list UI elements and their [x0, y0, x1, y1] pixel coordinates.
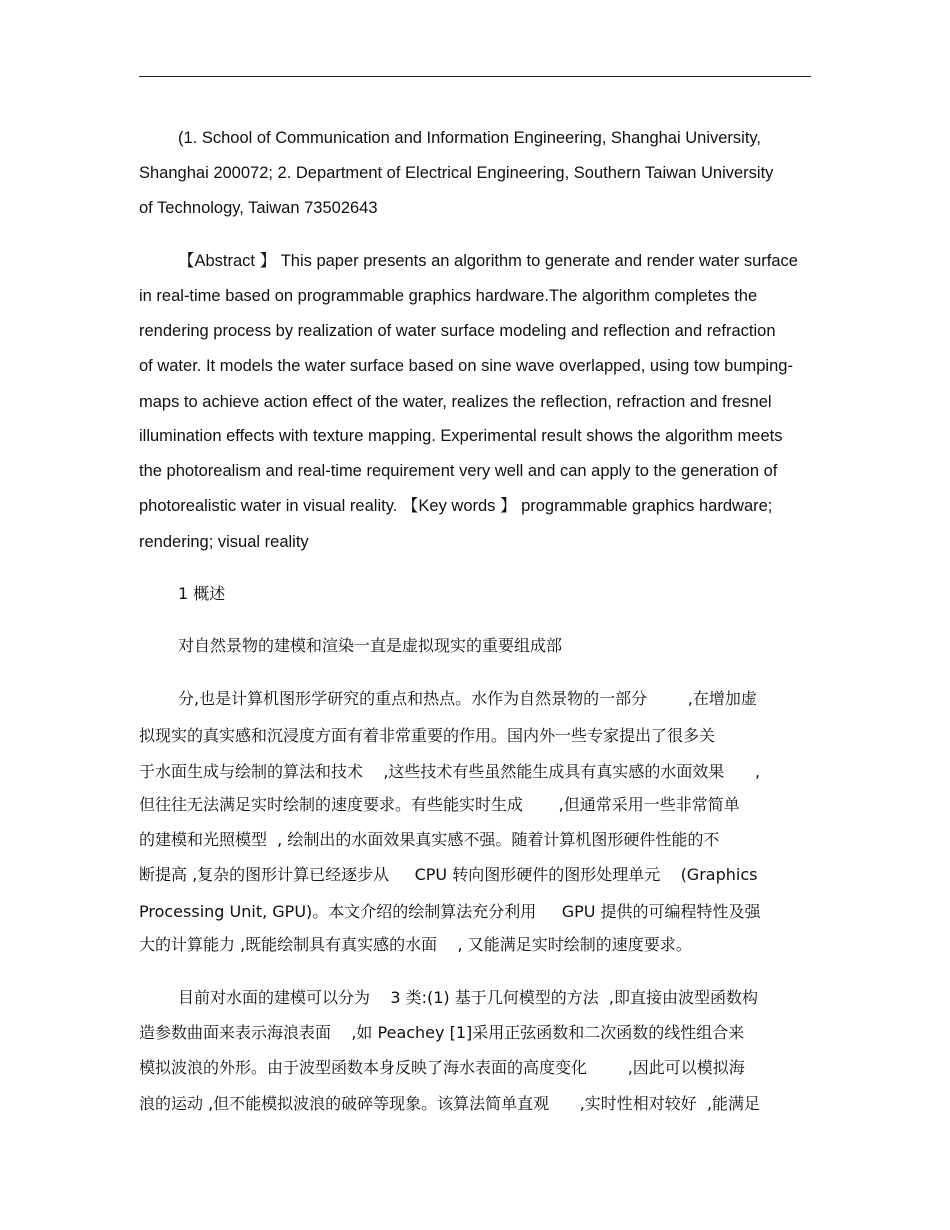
- section-heading: 1 概述: [178, 584, 226, 603]
- paragraph-line: 分,也是计算机图形学研究的重点和热点。水作为自然景物的一部分 ,在增加虚: [178, 689, 757, 708]
- abstract-line: maps to achieve action effect of the water, realizes the reflection, refraction and fresnel: [139, 393, 772, 411]
- affiliation-line: Shanghai 200072; 2. Department of Electrical Engineering, Southern Taiwan University: [139, 164, 774, 182]
- paragraph-line: 目前对水面的建模可以分为 3 类:(1) 基于几何模型的方法 ,即直接由波型函数构: [178, 988, 759, 1007]
- abstract-line: illumination effects with texture mapping. Experimental result shows the algorithm meets: [139, 427, 783, 445]
- abstract-line: photorealistic water in visual reality. 【Key words 】 programmable graphics hardware;: [139, 497, 773, 515]
- paragraph-line: 模拟波浪的外形。由于波型函数本身反映了海水表面的高度变化 ,因此可以模拟海: [139, 1058, 745, 1077]
- affiliation-line: of Technology, Taiwan 73502643: [139, 199, 378, 217]
- abstract-line: rendering process by realization of water surface modeling and reflection and refraction: [139, 322, 776, 340]
- abstract-line: 【Abstract 】 This paper presents an algorithm to generate and render water surface: [178, 252, 798, 270]
- paragraph-line: 于水面生成与绘制的算法和技术 ,这些技术有些虽然能生成具有真实感的水面效果 ,: [139, 762, 761, 781]
- affiliation-line: (1. School of Communication and Information Engineering, Shanghai University,: [178, 129, 762, 147]
- paragraph-line: 大的计算能力 ,既能绘制具有真实感的水面 , 又能满足实时绘制的速度要求。: [139, 935, 692, 954]
- abstract-line: the photorealism and real-time requirement very well and can apply to the generation of: [139, 462, 778, 480]
- paragraph-line: 浪的运动 ,但不能模拟波浪的破碎等现象。该算法简单直观 ,实时性相对较好 ,能满足: [139, 1094, 761, 1113]
- paragraph-line: Processing Unit, GPU)。本文介绍的绘制算法充分利用 GPU 提供的可编程特性及强: [139, 902, 761, 921]
- abstract-line: rendering; visual reality: [139, 533, 309, 551]
- header-rule: [139, 76, 811, 77]
- paragraph-line: 造参数曲面来表示海浪表面 ,如 Peachey [1]采用正弦函数和二次函数的线性组合来: [139, 1023, 745, 1042]
- paragraph-line: 的建模和光照模型 , 绘制出的水面效果真实感不强。随着计算机图形硬件性能的不: [139, 830, 720, 849]
- paragraph-line: 断提高 ,复杂的图形计算已经逐步从 CPU 转向图形硬件的图形处理单元 (Graphics: [139, 865, 758, 884]
- abstract-line: of water. It models the water surface based on sine wave overlapped, using tow bumping-: [139, 357, 793, 375]
- abstract-line: in real-time based on programmable graphics hardware.The algorithm completes the: [139, 287, 758, 305]
- paragraph-line: 但往往无法满足实时绘制的速度要求。有些能实时生成 ,但通常采用一些非常简单: [139, 795, 740, 814]
- paragraph-line: 拟现实的真实感和沉浸度方面有着非常重要的作用。国内外一些专家提出了很多关: [139, 726, 716, 745]
- paragraph-line: 对自然景物的建模和渲染一直是虚拟现实的重要组成部: [178, 636, 563, 655]
